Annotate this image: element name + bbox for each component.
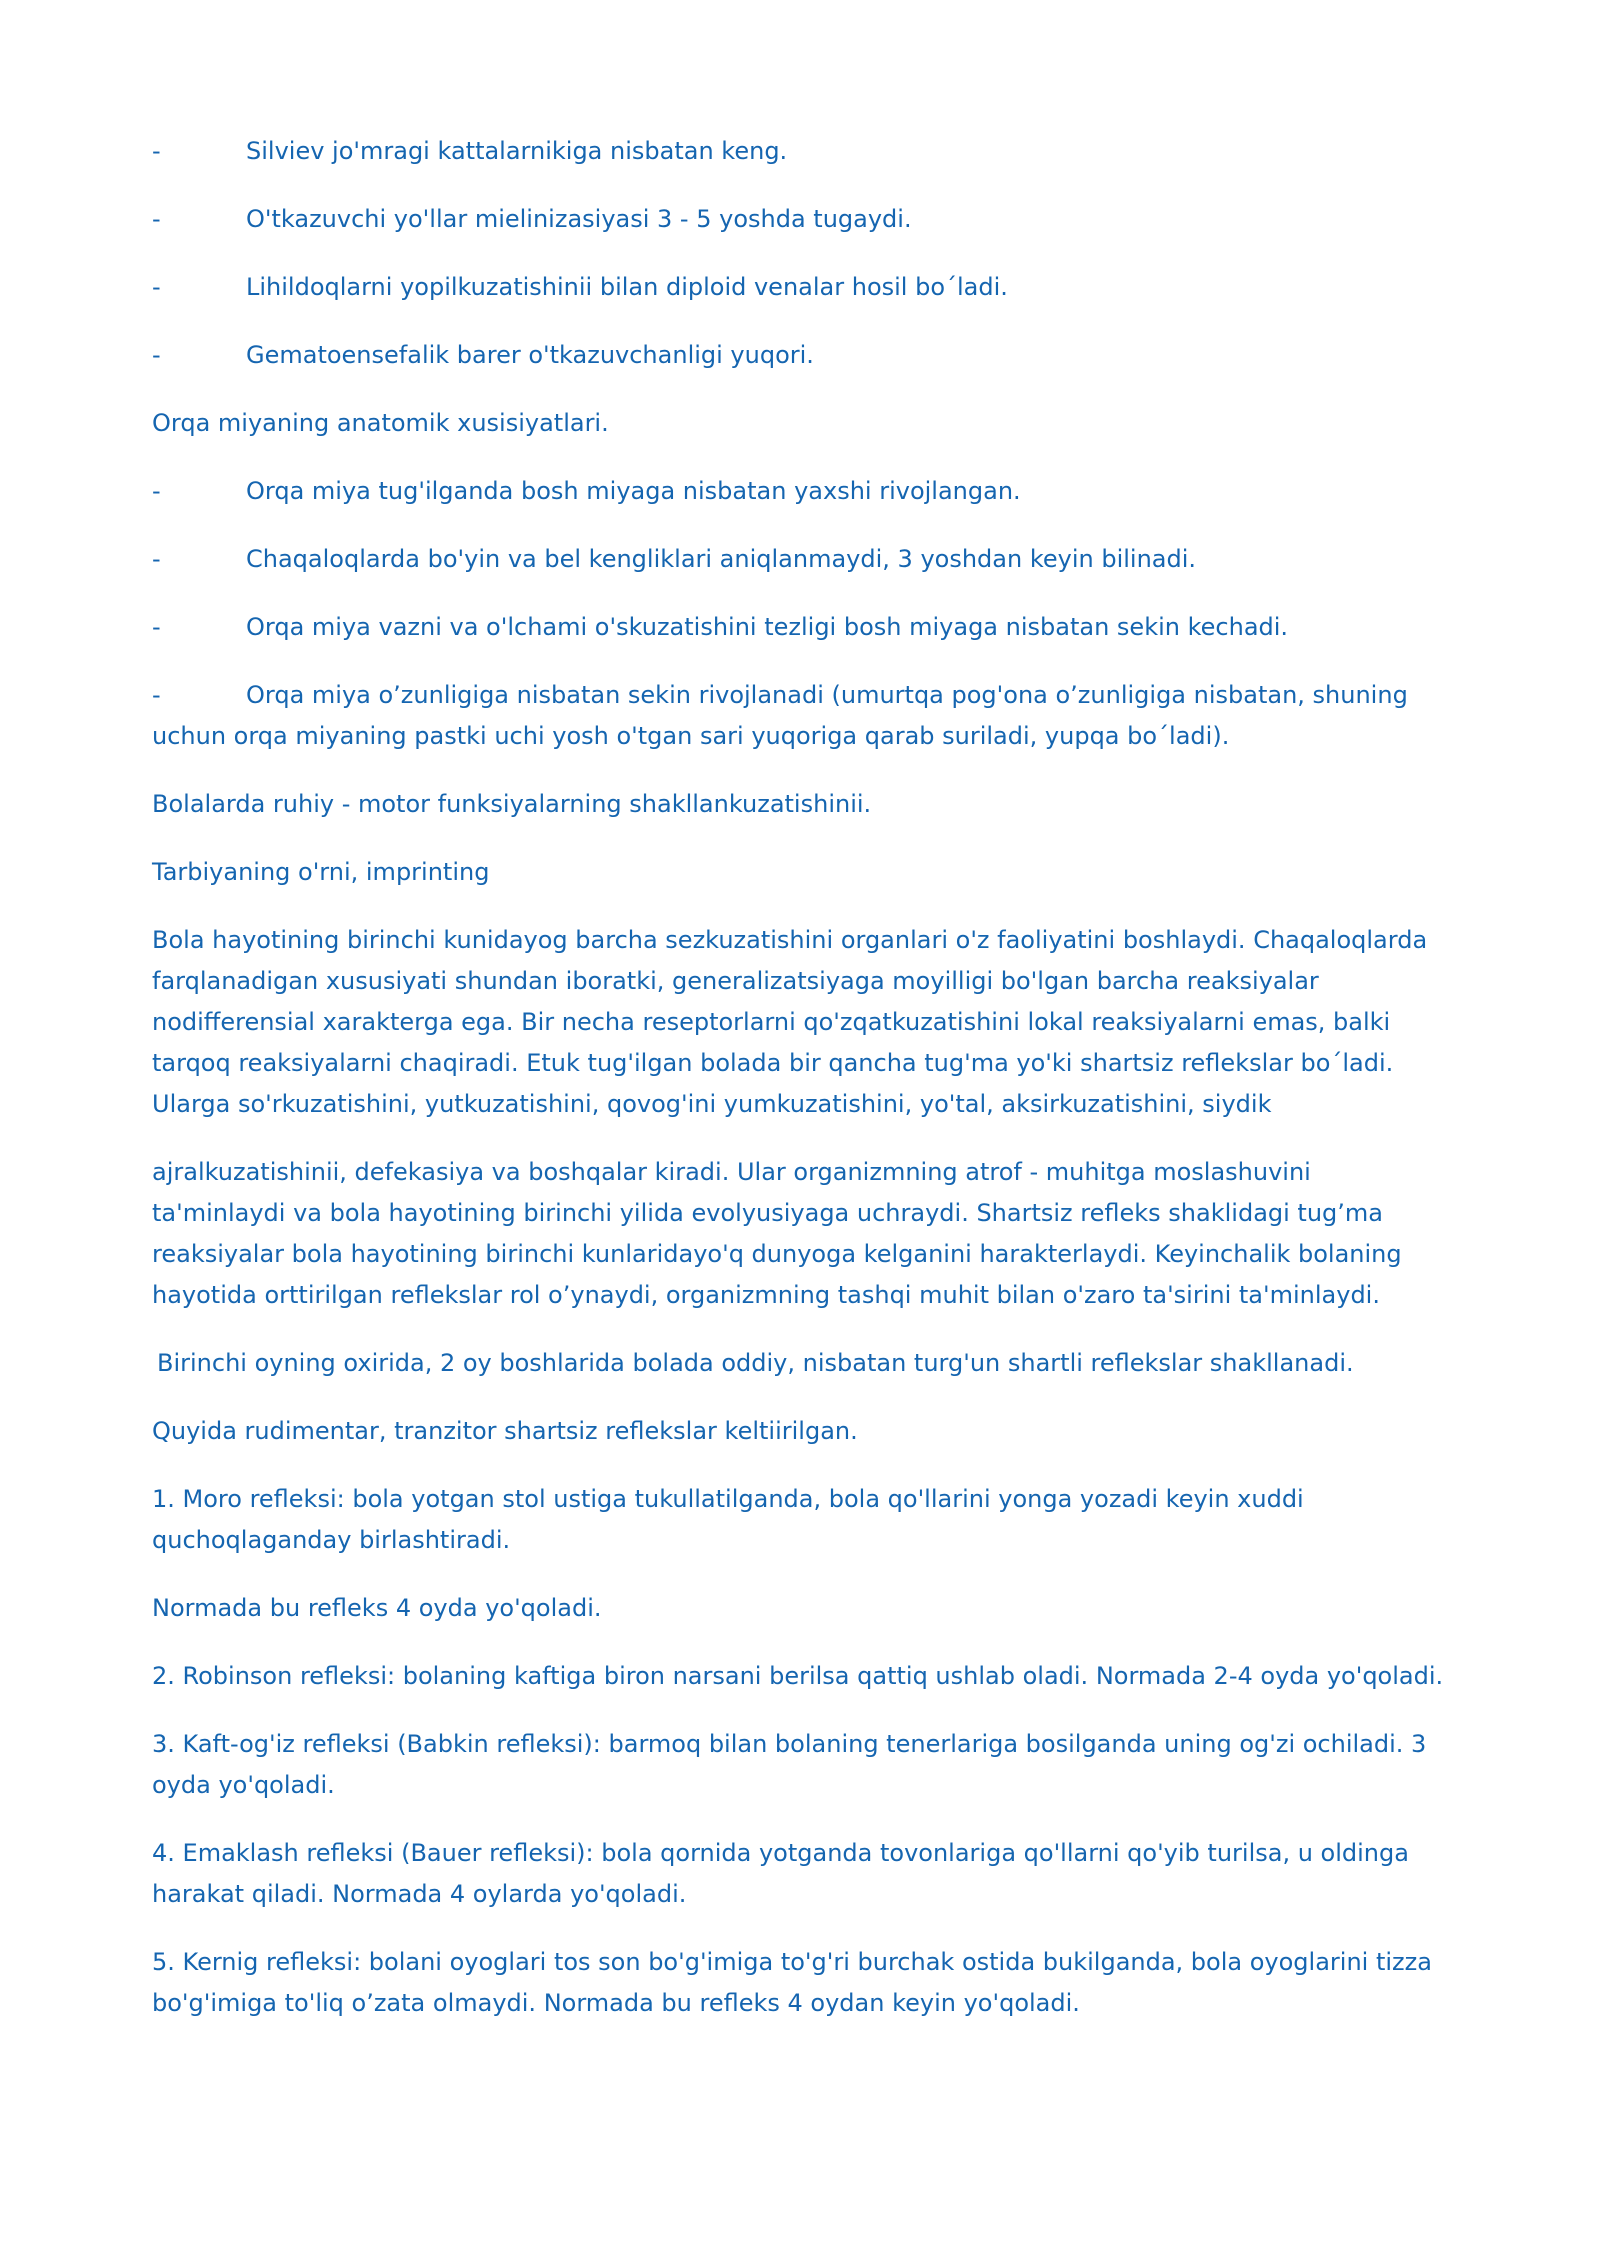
- bullet-marker: -: [152, 205, 161, 233]
- reflex-note-moro: Normada bu refleks 4 oyda yo'qoladi.: [152, 1594, 602, 1622]
- reflex-item-robinson: 2. Robinson refleksi: bolaning kaftiga biron narsani berilsa qattiq ushlab oladi. Normada 2-4 oyda yo'qoladi.: [152, 1662, 1444, 1690]
- bullet-marker: -: [152, 545, 161, 573]
- bullet-item: [152, 607, 1448, 648]
- section-heading-psychomotor: Bolalarda ruhiy - motor funksiyalarning shakllankuzatishinii.: [152, 790, 872, 818]
- reflex-item-kernig: 5. Kernig refleksi: bolani oyoglari tos son bo'g'imiga to'g'ri burchak ostida bukilganda, bola oyoglarini tizza bo'g'imiga to'liq o’zata olmaydi. Normada bu refleks 4 oydan keyin yo'qoladi.: [152, 1948, 1432, 2017]
- bullet-text: O'tkazuvchi yo'llar mielinizasiyasi 3 - 5 yoshda tugaydi.: [246, 205, 912, 233]
- bullet-marker: -: [152, 477, 161, 505]
- bullet-marker: -: [152, 681, 161, 709]
- section-heading-upbringing: Tarbiyaning o'rni, imprinting: [152, 858, 490, 886]
- bullet-marker: -: [152, 613, 161, 641]
- document-body: [152, 131, 1448, 2024]
- bullet-item: [152, 199, 1448, 240]
- bullet-marker: -: [152, 341, 161, 369]
- reflex-item-babkin: 3. Kaft-og'iz refleksi (Babkin refleksi): barmoq bilan bolaning tenerlariga bosilganda uning og'zi ochiladi. 3 oyda yo'qoladi.: [152, 1730, 1427, 1799]
- bullet-item: [152, 267, 1448, 308]
- paragraph-conditioned-reflexes: Birinchi oyning oxirida, 2 oy boshlarida bolada oddiy, nisbatan turg'un shartli reflekslar shakllanadi.: [157, 1349, 1354, 1377]
- paragraph-transitory-reflexes-intro: Quyida rudimentar, tranzitor shartsiz reflekslar keltiirilgan.: [152, 1417, 858, 1445]
- bullet-text: Lihildoqlarni yopilkuzatishinii bilan diploid venalar hosil bo´ladi.: [246, 273, 1008, 301]
- paragraph-newborn-reflexes: Bola hayotining birinchi kunidayog barcha sezkuzatishini organlari o'z faoliyatini boshlaydi. Chaqaloqlarda farqlanadigan xususiyati shundan iboratki, generalizatsiyaga moyilligi bo'lgan barcha reaksiyalar nodifferensial xarakterga ega. Bir necha reseptorlarni qo'zqatkuzatishini lokal reaksiyalarni emas, balki tarqoq reaksiyalarni chaqiradi. Etuk tug'ilgan bolada bir qancha tug'ma yo'ki shartsiz reflekslar bo´ladi. Ularga so'rkuzatishini, yutkuzatishini, qovog'ini yumkuzatishini, yo'tal, aksirkuzatishini, siydik: [152, 926, 1428, 1118]
- reflex-item-moro: 1. Moro refleksi: bola yotgan stol ustiga tukullatilganda, bola qo'llarini yonga yozadi keyin xuddi quchoqlaganday birlashtiradi.: [152, 1485, 1304, 1554]
- bullet-text: Chaqaloqlarda bo'yin va bel kengliklari aniqlanmaydi, 3 yoshdan keyin bilinadi.: [246, 545, 1197, 573]
- bullet-marker: -: [152, 137, 161, 165]
- bullet-item: [152, 675, 1448, 757]
- bullet-text: Gematoensefalik barer o'tkazuvchanligi yuqori.: [246, 341, 814, 369]
- bullet-text: Orqa miya tug'ilganda bosh miyaga nisbatan yaxshi rivojlangan.: [246, 477, 1021, 505]
- bullet-item: [152, 471, 1448, 512]
- bullet-item: [152, 335, 1448, 376]
- paragraph-adaptation: ajralkuzatishinii, defekasiya va boshqalar kiradi. Ular organizmning atrof - muhitga moslashuvini ta'minlaydi va bola hayotining birinchi yilida evolyusiyaga uchraydi. Shartsiz refleks shaklidagi tug’ma reaksiyalar bola hayotining birinchi kunlaridayo'q dunyoga kelganini harakterlaydi. Keyinchalik bolaning hayotida orttirilgan reflekslar rol o’ynaydi, organizmning tashqi muhit bilan o'zaro ta'sirini ta'minlaydi.: [152, 1158, 1402, 1309]
- bullet-text: Orqa miya vazni va o'lchami o'skuzatishini tezligi bosh miyaga nisbatan sekin kechadi.: [246, 613, 1289, 641]
- bullet-item: [152, 131, 1448, 172]
- bullet-marker: -: [152, 273, 161, 301]
- bullet-item: [152, 539, 1448, 580]
- bullet-text: Orqa miya o’zunligiga nisbatan sekin rivojlanadi (umurtqa pog'ona o’zunligiga nisbatan, shuning uchun orqa miyaning pastki uchi yosh o'tgan sari yuqoriga qarab suriladi, yupqa bo´ladi).: [152, 681, 1408, 750]
- reflex-item-bauer: 4. Emaklash refleksi (Bauer refleksi): bola qornida yotganda tovonlariga qo'llarni qo'yib turilsa, u oldinga harakat qiladi. Normada 4 oylarda yo'qoladi.: [152, 1839, 1409, 1908]
- bullet-text: Silviev jo'mragi kattalarnikiga nisbatan keng.: [246, 137, 788, 165]
- section-heading-spinal: Orqa miyaning anatomik xusisiyatlari.: [152, 409, 609, 437]
